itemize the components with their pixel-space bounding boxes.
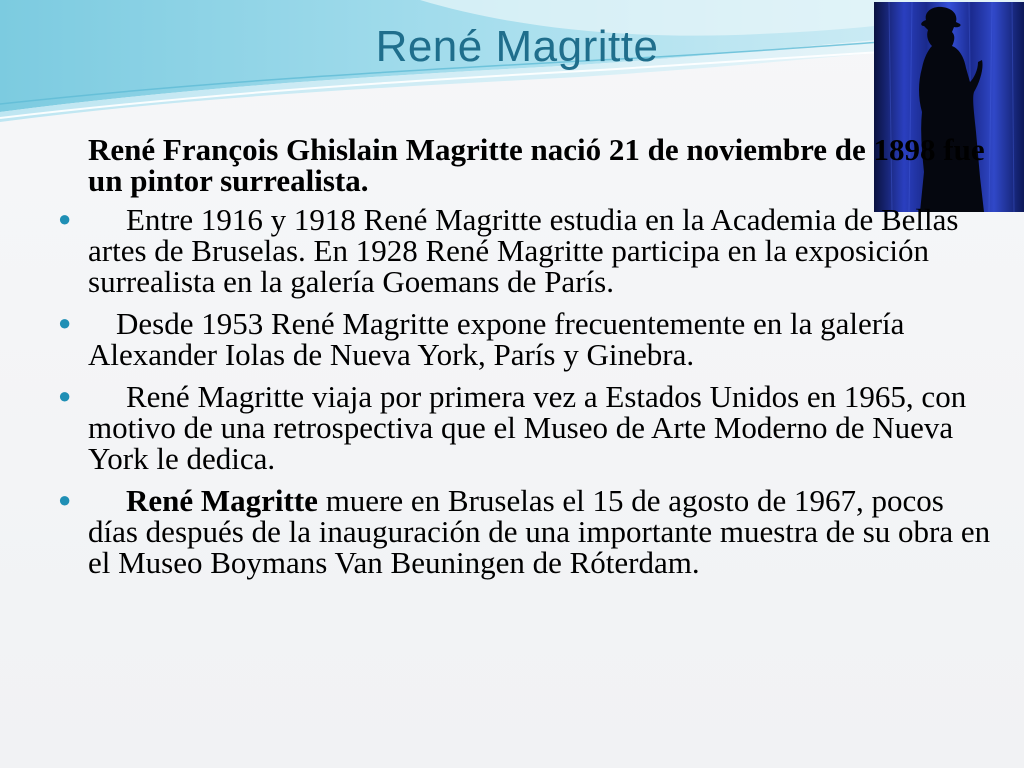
intro-bold-text: René François Ghislain Magritte nació 21 de noviembre de 1898 fue un pintor surrealista xyxy=(88,132,985,198)
bullet-text: Entre 1916 y 1918 René Magritte estudia en la Academia de Bellas artes de Bruselas. En 1928 René Magritte participa en la exposición surrealista en la galería Goemans de París. xyxy=(88,202,959,299)
bullet-item xyxy=(52,485,997,578)
slide-title: René Magritte xyxy=(375,22,659,71)
bullet-text: René Magritte viaja por primera vez a Estados Unidos en 1965, con motivo de una retrospectiva que el Museo de Arte Moderno de Nueva York le dedica. xyxy=(88,379,967,476)
bullet-item xyxy=(52,204,997,297)
bullet-dot-icon: ● xyxy=(58,487,72,512)
bullet-dot-icon: ● xyxy=(58,310,72,335)
bullet-dot-icon: ● xyxy=(58,206,72,231)
bullet-item xyxy=(52,381,997,474)
bullet-text: Desde 1953 René Magritte expone frecuentemente en la galería Alexander Iolas de Nueva York, París y Ginebra. xyxy=(88,306,905,372)
bullet-bold-text: René Magritte xyxy=(126,483,318,518)
bullet-text: muere en Bruselas el 15 de agosto de 1967, pocos días después de la inauguración de una importante muestra de su obra en el Museo Boymans Van Beuningen de Róterdam. xyxy=(88,483,991,580)
slide-body xyxy=(52,134,997,589)
bullet-dot-icon: ● xyxy=(58,383,72,408)
intro-end-text: . xyxy=(360,163,369,198)
bullet-item xyxy=(52,308,997,370)
intro-paragraph xyxy=(52,134,997,196)
